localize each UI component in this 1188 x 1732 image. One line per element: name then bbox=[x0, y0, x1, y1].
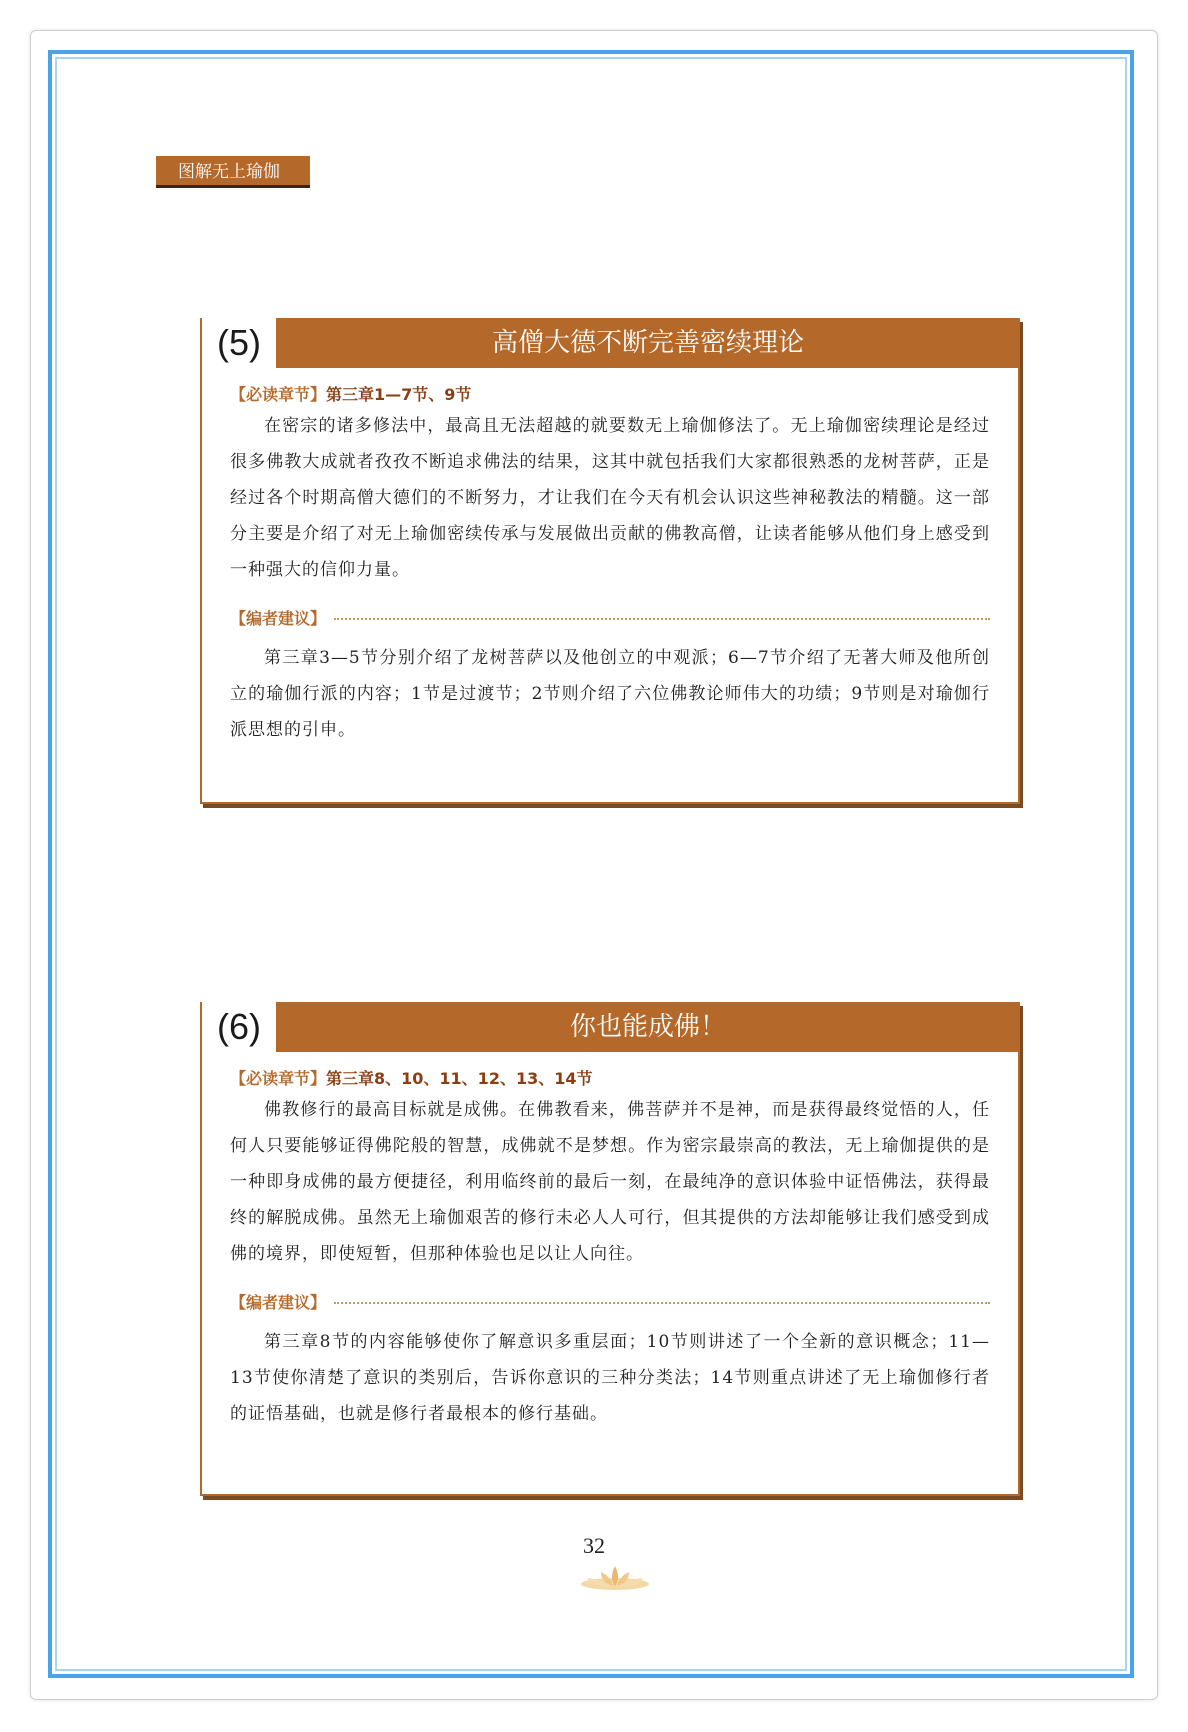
required-label: 【必读章节】 bbox=[230, 1069, 327, 1088]
required-chapters: 第三章8、10、11、12、13、14节 bbox=[326, 1069, 593, 1088]
section-6-number: (6) bbox=[200, 1002, 276, 1052]
section-6-paragraph: 佛教修行的最高目标就是成佛。在佛教看来，佛菩萨并不是神，而是获得最终觉悟的人，任何人只要能够证得佛陀般的智慧，成佛就不是梦想。作为密宗最崇高的教法，无上瑜伽提供的是一种即身成佛的最方便捷径，利用临终前的最后一刻，在最纯净的意识体验中证悟佛法，获得最终的解脱成佛。虽然无上瑜伽艰苦的修行未必人人可行，但其提供的方法却能够让我们感受到成佛的境界，即使短暂，但那种体验也足以让人向往。 bbox=[230, 1100, 990, 1264]
dotted-divider bbox=[334, 618, 990, 620]
dotted-divider bbox=[334, 1302, 990, 1304]
section-5-box bbox=[200, 318, 1020, 804]
editor-suggestion-heading bbox=[230, 1288, 990, 1314]
running-header: 图解无上瑜伽 bbox=[156, 156, 310, 188]
section-5-header bbox=[200, 318, 1020, 368]
section-6-header bbox=[200, 1002, 1020, 1052]
lotus-ornament-icon bbox=[579, 1562, 651, 1592]
required-label: 【必读章节】 bbox=[230, 385, 327, 404]
section-6-body bbox=[202, 1052, 1018, 1452]
section-5-number: (5) bbox=[200, 318, 276, 368]
section-6-box bbox=[200, 1002, 1020, 1496]
section-5-title: 高僧大德不断完善密续理论 bbox=[491, 328, 804, 358]
section-6-title: 你也能成佛！ bbox=[569, 1012, 726, 1042]
section-5-suggestion: 第三章3—5节分别介绍了龙树菩萨以及他创立的中观派；6—7节介绍了无著大师及他所创立的瑜伽行派的内容；1节是过渡节；2节则介绍了六位佛教论师伟大的功绩；9节则是对瑜伽行派思想的引申。 bbox=[230, 648, 990, 740]
page-number: 32 bbox=[583, 1533, 605, 1558]
required-chapters-line bbox=[230, 382, 990, 408]
section-5-body bbox=[202, 368, 1018, 768]
suggest-label: 【编者建议】 bbox=[230, 608, 327, 628]
required-chapters-line bbox=[230, 1066, 990, 1092]
editor-suggestion-heading bbox=[230, 604, 990, 630]
section-6-suggestion: 第三章8节的内容能够使你了解意识多重层面；10节则讲述了一个全新的意识概念；11—13节使你清楚了意识的类别后，告诉你意识的三种分类法；14节则重点讲述了无上瑜伽修行者的证悟基础，也就是修行者最根本的修行基础。 bbox=[230, 1332, 990, 1424]
suggest-label: 【编者建议】 bbox=[230, 1292, 327, 1312]
required-chapters: 第三章1—7节、9节 bbox=[326, 385, 472, 404]
section-5-paragraph: 在密宗的诸多修法中，最高且无法超越的就要数无上瑜伽修法了。无上瑜伽密续理论是经过很多佛教大成就者孜孜不断追求佛法的结果，这其中就包括我们大家都很熟悉的龙树菩萨，正是经过各个时期高僧大德们的不断努力，才让我们在今天有机会认识这些神秘教法的精髓。这一部分主要是介绍了对无上瑜伽密续传承与发展做出贡献的佛教高僧，让读者能够从他们身上感受到一种强大的信仰力量。 bbox=[230, 416, 990, 580]
